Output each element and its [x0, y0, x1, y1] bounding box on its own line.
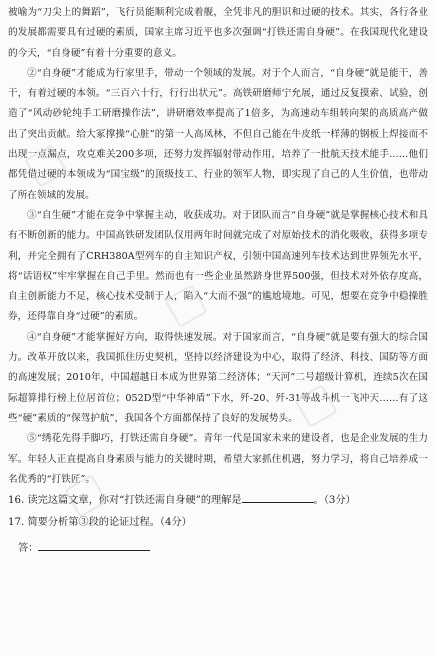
paragraph-1: 被喻为“刀尖上的舞蹈”，飞行员能顺利完成着舰，全凭非凡的胆识和过硬的技术。其实，各行各业的发展都需要具有过硬的素质，国家主席习近平也多次强调“打铁还需自身硬”。在我国现代化建设的今天，“自身硬”有着十分重要的意义。	[8, 7, 428, 59]
question-17-answer-blank[interactable]	[38, 541, 150, 551]
question-16-points: 。（3分）	[313, 495, 356, 507]
paragraph-2: ②“自身硬”才能成为行家里手，带动一个领域的发展。对于个人而言，“自身硬”就是能干，善干，有着过硬的本领。“三百六十行，行行出状元”。高铁研磨师宁允展，通过反复摸索、试验，创造了“风动砂轮纯手工研磨操作法”，讲研磨效率提高了1倍多，为高速动车组转向架的高质高产做出了突出贡献。给大冢撑操“心脏”的第一人高凤林，不但自己能在牛皮纸一样薄的钢板上焊接而不出现一点漏点，攻克难关200多项，还努力发挥辐射带动作用，培养了一批航天技术能手……他们都凭借过硬的本领成为“国宝级”的顶级技工、行业的领军人物，即实现了自己的人生价值，也带动了所在领域的发展。	[8, 67, 428, 201]
question-16	[8, 490, 428, 512]
question-17: 17. 简要分析第③段的论证过程。（4分）	[8, 517, 192, 529]
paragraph-4: ④“自身硬”才能掌握好方向，取得快速发展。对于国家而言，“自身硬”就是要有强大的综合国力。改革开放以来，我国抓住历史契机，坚持以经济建设为中心，取得了经济、科技、国防等方面的高速发展；2010年，中国超越日本成为世界第二经济体；“天河”二号超级计算机，连续5次在国际超算排行榜上位居首位；052D型“中华神盾”下水，歼-20、歼-31等战斗机一飞冲天……有了这些“硬”素质的“保驾护航”，我国各个方面都保持了良好的发展势头。	[8, 331, 428, 424]
answer-label: 答：	[18, 543, 39, 555]
paragraph-5: ⑤“绣花先得手脚巧，打铁还需自身硬”。青年一代是国家未来的建设者，也是企业发展的生力军。年轻人正直提高自身素质与能力的关键时期，希望大家抓住机遇，努力学习，将自己培养成一名优秀的“打铁匠”。	[8, 433, 428, 485]
question-17-answer-line	[8, 538, 428, 560]
question-16-answer-blank[interactable]	[242, 493, 314, 503]
question-16-text: 16. 读完这篇文章，你对“打铁还需自身硬”的理解是	[8, 495, 242, 507]
paragraph-3: ③“自生硬”才能在竞争中掌握主动，收获成功。对于团队而言“自身硬”就是掌握核心技术和具有不断创新的能力。中国高铁研发团队仅用两年时间就完成了对原始技术的消化吸收，获得多项专利，并完全拥有了CRH380A型列车的自主知识产权，引领中国高速列车技术达到世界领先水平，将“话语权”牢牢掌握在自己手里。然而也有一些企业虽然跻身世界500强，但技术对外依存度高，自主创新能力不足，核心技术受制于人，陷入“大而不强”的尴尬境地。可见，想要在竞争中稳操胜券，还得靠自身“过硬”的素质。	[8, 209, 428, 323]
